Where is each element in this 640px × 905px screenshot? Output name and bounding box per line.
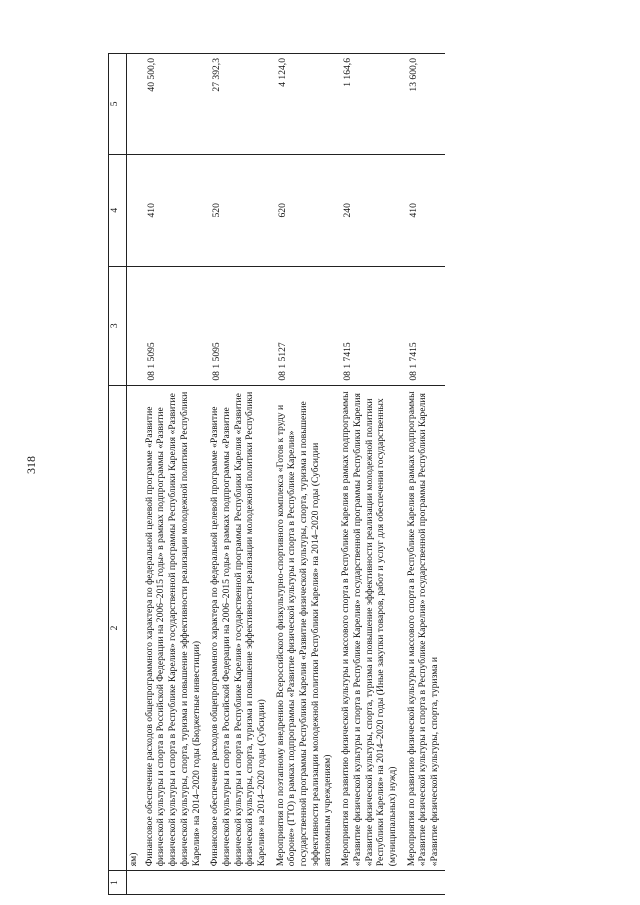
row-code: 08 1 5127 [272,266,338,385]
row-description: Финансовое обеспечение расходов общепрограммного характера по федеральной целевой программе «Развитие физической культуры и спорта в Российской Федерации на 2006–2015 годы» в рамках подпрограммы «Развитие физической культуры и спорта в Республике Карелия» государственной программы Республики Карелия «Развитие физической культуры, спорта, туризма и повышение эффективности реализации молодежной политики Республики Карелия» на 2014–2020 годы (Бюджетные инвестиции) [141,385,207,871]
row-amount: 13 600,0 [403,54,445,155]
table-header-row [109,54,127,895]
row-amount: 27 392,3 [206,54,272,155]
row-expense-type: 520 [206,154,272,266]
table-row [141,54,207,895]
header-col-3: 3 [109,266,127,385]
row-code: 08 1 7415 [403,266,445,385]
row-amount: 4 124,0 [272,54,338,155]
page-number: 318 [24,456,38,474]
row-code: 08 1 5095 [141,266,207,385]
row-description: Финансовое обеспечение расходов общепрограммного характера по федеральной целевой программе «Развитие физической культуры и спорта в Российской Федерации на 2006–2015 годы» в рамках подпрограммы «Развитие физической культуры и спорта в Республике Карелия» государственной программы Республики Карелия «Развитие физической культуры, спорта, туризма и повышение эффективности реализации молодежной политики Республики Карелия» на 2014–2020 годы (Субсидии) [206,385,272,871]
table-row-continuation [127,54,141,895]
continuation-text: ям) [127,385,141,871]
row-description: Мероприятия по поэтапному внедрению Всероссийского физкультурно-спортивного комплекса «Готов к труду и обороне» (ГТО) в рамках подпрограммы «Развитие физической культуры и спорта в Республике Карелия» государственной программы Республики Карелия «Развитие физической культуры, спорта, туризма и повышение эффективности реализации молодежной политики Республики Карелия» на 2014–2020 годы (Субсидии автономным учреждениям) [272,385,338,871]
table-row [337,54,403,895]
row-amount: 1 164,6 [337,54,403,155]
header-col-4: 4 [109,154,127,266]
table-row [206,54,272,895]
row-amount: 40 500,0 [141,54,207,155]
table-row [272,54,338,895]
row-expense-type: 240 [337,154,403,266]
header-col-5: 5 [109,54,127,155]
header-col-2: 2 [109,385,127,871]
budget-table [108,53,445,895]
header-col-1: 1 [109,871,127,895]
row-description: Мероприятия по развитию физической культуры и массового спорта в Республике Карелия в рамках подпрограммы «Развитие физической культуры и спорта в Республике Карелия» государственной программы Республики Карелия «Развитие физической культуры, спорта, туризма и повышение эффективности реализации молодежной политики Республики Карелия» на 2014–2020 годы (Иные закупки товаров, работ и услуг для обеспечения государственных (муниципальных) нужд) [337,385,403,871]
row-description: Мероприятия по развитию физической культуры и массового спорта в Республике Карелия в рамках подпрограммы «Развитие физической культуры и спорта в Республике Карелия» государственной программы Республики Карелия «Развитие физической культуры, спорта, туризма и [403,385,445,871]
table-row [403,54,445,895]
row-code: 08 1 5095 [206,266,272,385]
row-expense-type: 620 [272,154,338,266]
row-expense-type: 410 [141,154,207,266]
row-code: 08 1 7415 [337,266,403,385]
row-expense-type: 410 [403,154,445,266]
